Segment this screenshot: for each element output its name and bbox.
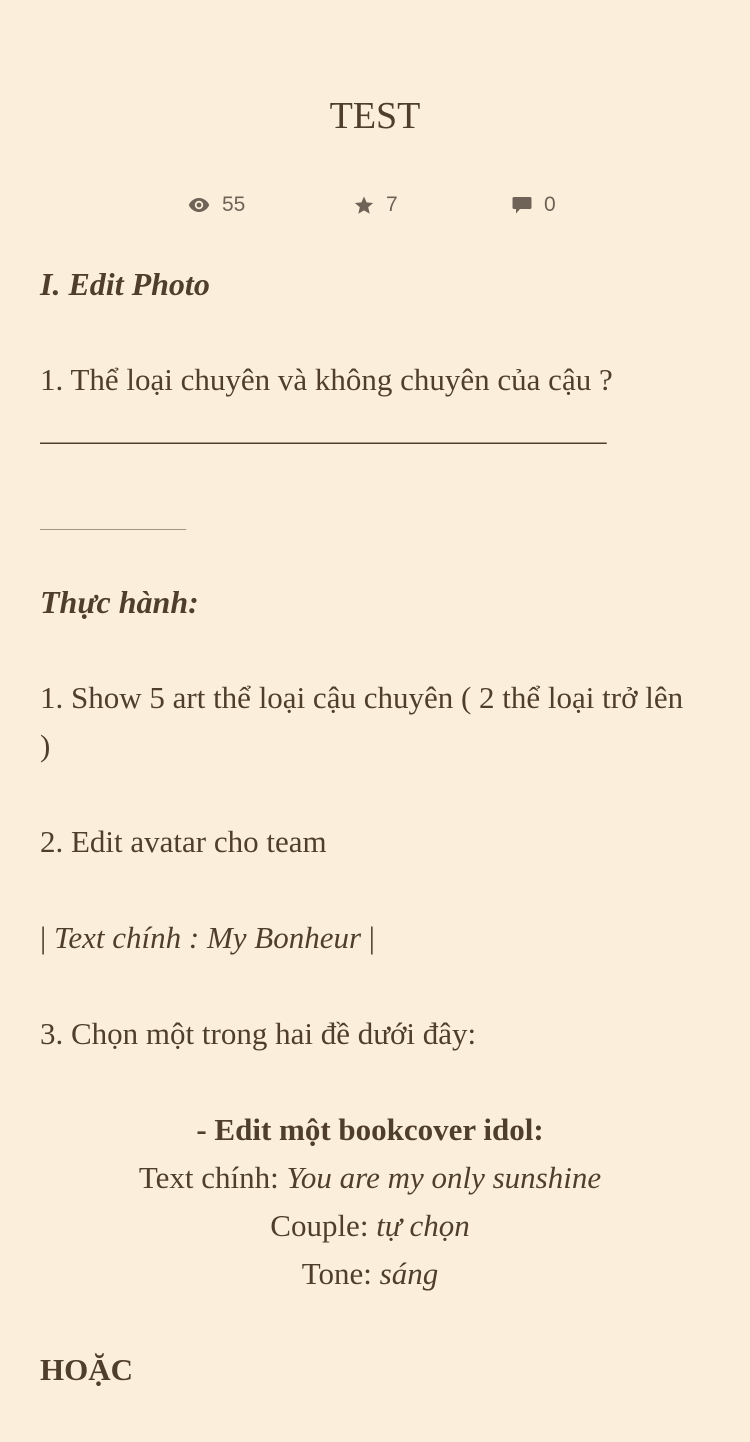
divider-line-short: __________ [40,504,185,530]
text-requirement-suffix: | [361,920,376,955]
couple-label: Couple: [270,1208,377,1243]
main-text-label: Text chính: [138,1160,287,1195]
task-1: 1. Show 5 art thể loại cậu chuyên ( 2 thể loại trở lên ) [40,680,684,763]
eye-icon [188,197,210,213]
option-a-tone [40,1250,700,1298]
section-heading: I. Edit Photo [40,266,210,302]
divider-line: _______________________________________ [40,412,606,447]
option-a-couple [40,1202,700,1250]
task-2: 2. Edit avatar cho team [40,824,327,859]
views-count: 55 [222,193,246,216]
page-title: TEST [329,95,421,137]
comment-icon [512,196,532,215]
text-requirement-value: Text chính : My Bonheur [53,920,362,955]
tone-value: sáng [379,1256,439,1291]
votes-count: 7 [386,193,398,216]
comments-count: 0 [544,193,556,216]
story-stats [0,190,750,220]
main-text-value: You are my only sunshine [286,1160,602,1195]
votes-stat [354,190,398,220]
comments-stat [512,190,556,220]
story-content [40,260,700,1442]
question-1: 1. Thể loại chuyên và không chuyên của cậu ? [40,362,613,397]
text-requirement-prefix: | [40,920,54,955]
task-3: 3. Chọn một trong hai đề dưới đây: [40,1016,477,1051]
views-stat [188,190,245,220]
tone-label: Tone: [301,1256,380,1291]
option-a-block [40,1106,700,1298]
couple-value: tự chọn [376,1208,470,1243]
option-a-heading: - Edit một bookcover idol: [196,1112,544,1147]
option-a-main-text [40,1154,700,1202]
text-requirement [40,914,700,962]
practice-heading: Thực hành: [40,584,199,620]
star-icon [354,196,374,215]
or-heading: HOẶC [40,1352,133,1387]
